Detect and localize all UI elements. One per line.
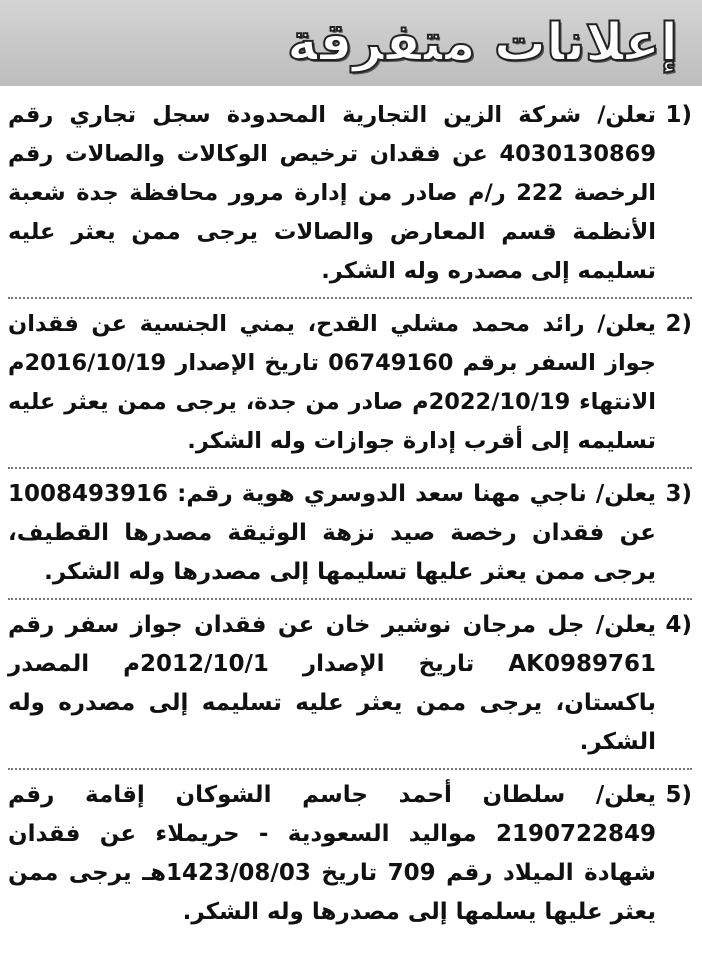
ad-item-1 xyxy=(8,96,692,291)
section-title: إعلانات متفرقة xyxy=(286,13,678,73)
section-banner xyxy=(0,0,702,86)
ad-text: يعلن/ رائد محمد مشلي القدح، يمني الجنسية عن فقدان جواز السفر برقم 06749160 تاريخ الإصدار 2016/10/19م الانتهاء 2022/10/19م صادر من جدة، يرجى ممن يعثر عليه تسليمه إلى أقرب إدارة جوازات وله الشكر. xyxy=(8,311,657,454)
divider xyxy=(8,467,692,469)
ad-number: 2) xyxy=(665,311,692,337)
ad-number: 1) xyxy=(665,102,692,128)
divider xyxy=(8,297,692,299)
ads-list xyxy=(0,96,702,932)
ad-number: 4) xyxy=(665,612,692,638)
ad-number: 5) xyxy=(665,782,692,808)
ad-number: 3) xyxy=(665,481,692,507)
divider xyxy=(8,768,692,770)
ad-text: يعلن/ ناجي مهنا سعد الدوسري هوية رقم: 1008493916 عن فقدان رخصة صيد نزهة الوثيقة مصدرها القطيف، يرجى ممن يعثر عليها تسليمها إلى مصدرها وله الشكر. xyxy=(8,481,656,585)
ad-text: يعلن/ جل مرجان نوشير خان عن فقدان جواز سفر رقم AK0989761 تاريخ الإصدار 2012/10/1م المصدر باكستان، يرجى ممن يعثر عليه تسليمه إلى مصدره وله الشكر. xyxy=(8,612,656,755)
ad-text: تعلن/ شركة الزين التجارية المحدودة سجل تجاري رقم 4030130869 عن فقدان ترخيص الوكالات والصالات رقم الرخصة 222 ر/م صادر من إدارة مرور محافظة جدة شعبة الأنظمة قسم المعارض والصالات يرجى ممن يعثر عليه تسليمه إلى مصدره وله الشكر. xyxy=(8,102,656,284)
ad-item-2 xyxy=(8,305,692,461)
ad-text: يعلن/ سلطان أحمد جاسم الشوكان إقامة رقم 2190722849 مواليد السعودية - حريملاء عن فقدان شهادة الميلاد رقم 709 تاريخ 1423/08/03هـ يرجى ممن يعثر عليها يسلمها إلى مصدرها وله الشكر. xyxy=(8,782,656,925)
ad-item-4 xyxy=(8,606,692,762)
ad-item-3 xyxy=(8,475,692,592)
divider xyxy=(8,598,692,600)
ad-item-5 xyxy=(8,776,692,932)
